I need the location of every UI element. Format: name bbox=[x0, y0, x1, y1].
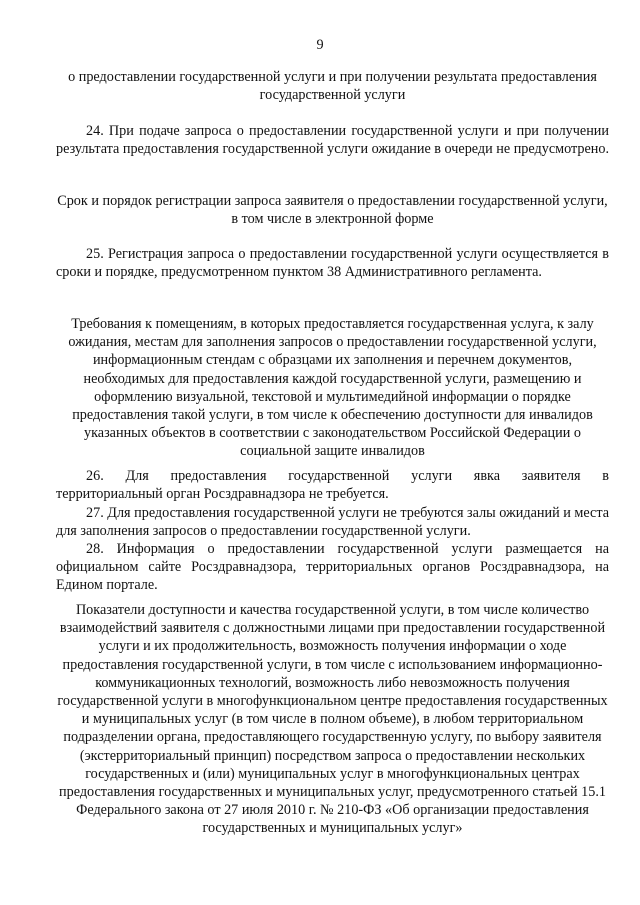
section-heading-indicators: Показатели доступности и качества государственной услуги, в том числе количество взаимодействий заявителя с должностными лицами при предоставлении государственной услуги и их продолжительность, возможность получения информации о ходе предоставления государственной услуги, в том числе с использованием информационно-коммуникационных технологий, возможность либо невозможность получения государственной услуги в многофункциональном центре предоставления государственных и муниципальных услуг (в том числе в полном объеме), в любом территориальном подразделении органа, предоставляющего государственную услугу, по выбору заявителя (экстерриториальный принцип) посредством запроса о предоставлении нескольких государственных и (или) муниципальных услуг в многофункциональных центрах предоставления государственных и муниципальных услуг, предусмотренного статьей 15.1 Федерального закона от 27 июля 2010 г. № 210-ФЗ «Об организации предоставления государственных и муниципальных услуг» bbox=[57, 602, 608, 837]
paragraph-27: 27. Для предоставления государственной услуги не требуются залы ожиданий и места для заполнения запросов о предоставлении государственной услуги. bbox=[56, 505, 609, 540]
page-number: 9 bbox=[316, 37, 324, 53]
paragraph-25: 25. Регистрация запроса о предоставлении государственной услуги осуществляется в сроки и порядке, предусмотренном пунктом 38 Административного регламента. bbox=[56, 246, 609, 281]
section-heading-registration: Срок и порядок регистрации запроса заявителя о предоставлении государственной услуги, в том числе в электронной форме bbox=[57, 193, 608, 228]
paragraph-26-line-2: территориальный орган Росздравнадзора не требуется. bbox=[56, 486, 389, 502]
paragraph-28: 28. Информация о предоставлении государственной услуги размещается на официальном сайте Росздравнадзора, территориальных органов Росздравнадзора, на Едином портале. bbox=[56, 541, 609, 594]
paragraph-24: 24. При подаче запроса о предоставлении государственной услуги и при получении результата предоставления государственной услуги ожидание в очереди не предусмотрено. bbox=[56, 123, 609, 158]
paragraph-26-line-1: 26. Для предоставления государственной услуги явка заявителя в bbox=[86, 468, 609, 484]
section-heading-receipt: о предоставлении государственной услуги и при получении результата предоставления государственной услуги bbox=[68, 69, 597, 104]
section-heading-premises: Требования к помещениям, в которых предоставляется государственная услуга, к залу ожидания, местам для заполнения запросов о предоставлении государственной услуги, информационным стендам с образцами их заполнения и перечнем документов, необходимых для предоставления каждой государственной услуги, размещению и оформлению визуальной, текстовой и мультимедийной информации о порядке предоставления такой услуги, в том числе к обеспечению доступности для инвалидов указанных объектов в соответствии с законодательством Российской Федерации о социальной защите инвалидов bbox=[68, 316, 597, 460]
